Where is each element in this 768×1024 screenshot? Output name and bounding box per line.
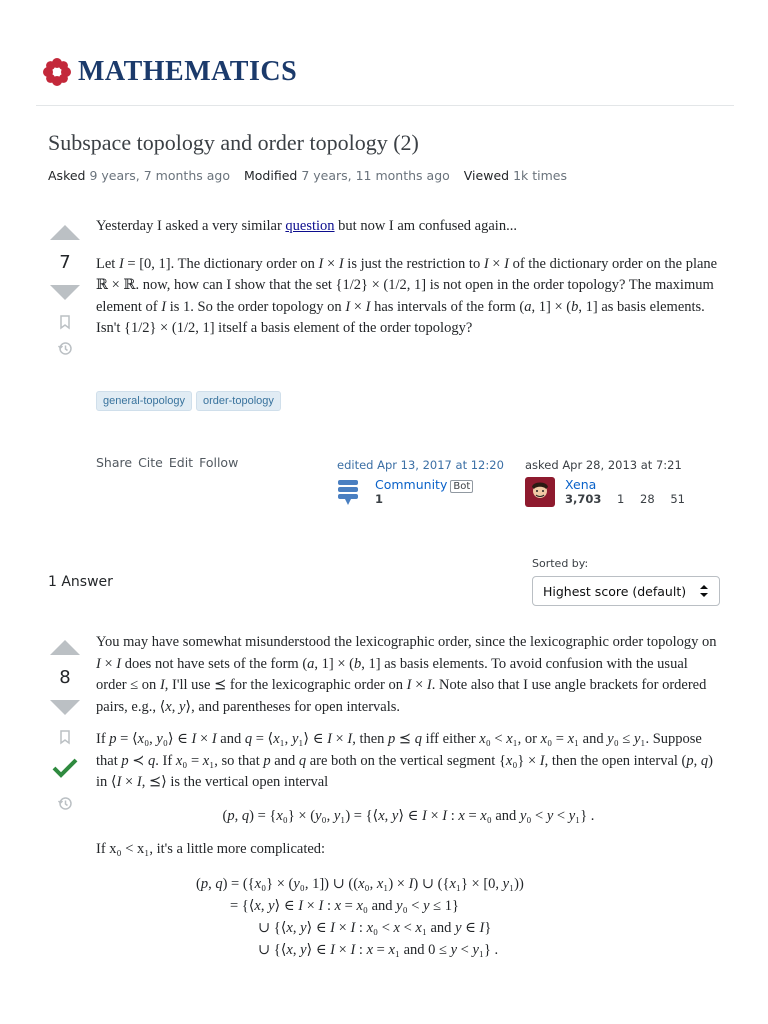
answer-paragraph-3: If x₀ < x₁, it's a little more complicated: [96,841,326,857]
question-paragraph-2: Let I = [0, 1]. The dictionary order on I × I is just the restriction to I × I of the dictionary order on the plane ℝ × ℝ. now, how can I show that the set {1/2} × (1/2, 1] is not open in the order topology? The maximum element of I is 1. So the order topology on I × I has intervals of the form (a, 1] × (b, 1] as basis elements. Isn't {1/2} × (1/2, 1] itself a basis element of the order topology? [96,255,718,336]
answer-vote-count: 8 [59,667,71,688]
edit-link[interactable]: Edit [168,455,194,470]
bronze-badge-count: 51 [670,492,685,506]
question-body [96,216,721,340]
silver-badge-count: 28 [640,492,655,506]
tag-list [96,389,285,411]
xena-user-link[interactable]: Xena [565,477,597,492]
answer-paragraph-2: If p = ⟨x₀, y₀⟩ ∈ I × I and q = ⟨x₁, y₁⟩ ∈ I × I, then p ⪯ q iff either x₀ < x₁, or x₀ = x₁ and y₀ ≤ y₁. Suppose that p ≺ q. If x₀ = x₁, so that p and q are both on the vertical segment {x₀} × I, then the open interval (p, q) in ⟨I × I, ⪯⟩ is the vertical open interval [96,731,713,790]
upvote-icon[interactable] [50,225,80,240]
community-reputation: 1 [375,492,384,506]
edited-timestamp[interactable]: edited Apr 13, 2017 at 12:20 [337,458,504,472]
answer-paragraph-1: You may have somewhat misunderstood the lexicographic order, since the lexicographic order topology on I × I does not have sets of the form (a, 1] × (b, 1] as basis elements. To avoid confusion with the usual order ≤ on I, I'll use ⪯ for the lexicographic order on I × I. Note also that I use angle brackets for ordered pairs, e.g., ⟨x, y⟩, and parentheses for open intervals. [96,634,717,715]
answers-count: 1 Answer [48,574,113,590]
share-link[interactable]: Share [96,455,133,470]
viewed-label: Viewed [463,168,510,183]
question-vote-column [45,225,85,356]
asked-label: Asked [48,168,86,183]
select-updown-icon [699,584,709,598]
answer-equation-1: (p, q) = {x₀} × (y₀, y₁) = {⟨x, y⟩ ∈ I × I : x = x₀ and y₀ < y < y₁} . [222,807,595,824]
asked-timestamp[interactable]: asked Apr 28, 2013 at 7:21 [525,458,682,472]
bookmark-icon[interactable] [57,314,73,330]
sort-select[interactable] [532,576,720,606]
answer-upvote-icon[interactable] [50,640,80,655]
downvote-icon[interactable] [50,285,80,300]
sort-selected-value: Highest score (default) [543,583,687,599]
xena-reputation: 3,703 [565,492,602,506]
tag-order-topology[interactable]: order-topology [196,391,281,411]
modified-label: Modified [243,168,298,183]
header-divider [36,105,734,106]
tag-general-topology[interactable]: general-topology [96,391,192,411]
logo-flower-icon [42,57,72,87]
answer-equation-2: (p, q) = ({x₀} × (y₀, 1]) ∪ ((x₀, x₁) × I) ∪ ({x₁} × [0, y₁)) = {⟨x, y⟩ ∈ I × I : x = x₀ and y₀ < y ≤ 1} ∪ {⟨x, y⟩ ∈ I × I : x₀ < x < x₁ and y ∈ I} ∪ {⟨x, y⟩ ∈ I × I : x = x₁ and 0 ≤ y < y₁} . [196,875,524,958]
post-menu [96,455,238,470]
gold-badge-count: 1 [617,492,625,506]
question-link[interactable]: question [285,218,335,234]
viewed-value: 1k times [513,168,567,183]
answer-vote-column [45,640,85,811]
accepted-check-icon [52,757,78,779]
question-title[interactable]: Subspace topology and order topology (2) [48,130,419,155]
answer-body [96,632,721,961]
question-vote-count: 7 [59,252,71,273]
question-paragraph-1: Yesterday I asked a very similar question but now I am confused again... [96,218,517,234]
asked-value: 9 years, 7 months ago [89,168,230,183]
community-avatar-icon[interactable] [337,477,359,507]
history-icon[interactable] [57,340,73,356]
xena-avatar[interactable] [525,477,555,507]
asked-card [525,458,685,507]
edited-card [337,458,504,507]
site-name: MATHEMATICS [78,56,298,87]
bot-badge: Bot [450,480,473,493]
site-logo[interactable] [42,56,297,88]
answer-bookmark-icon[interactable] [57,729,73,745]
community-user-link[interactable]: Community [375,477,448,492]
answer-downvote-icon[interactable] [50,700,80,715]
answer-history-icon[interactable] [57,795,73,811]
follow-link[interactable]: Follow [199,455,239,470]
modified-value[interactable]: 7 years, 11 months ago [301,168,450,183]
question-meta [48,168,567,183]
cite-link[interactable]: Cite [138,455,163,470]
sorted-by-label: Sorted by: [532,557,589,570]
